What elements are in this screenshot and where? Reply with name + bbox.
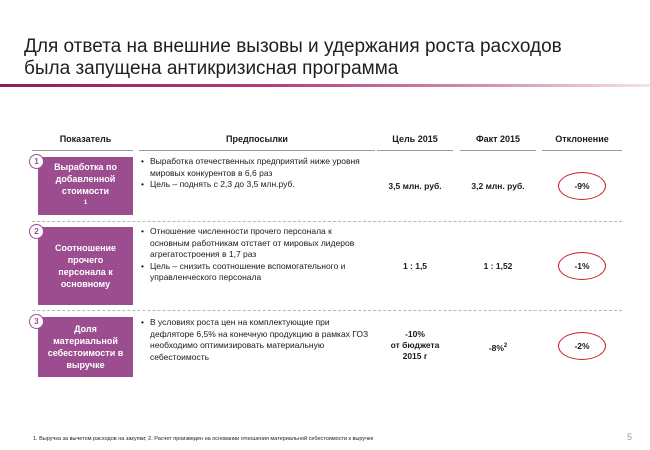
header-underline (32, 150, 133, 151)
slide-title-line-1: Для ответа на внешние вызовы и удержания роста расходов (24, 36, 562, 57)
footnote-marker: 1 (83, 200, 88, 206)
deviation-value: -1% (574, 261, 590, 271)
page-number: 5 (626, 432, 632, 442)
indicator-label: Выработка по добавленной стоимости (54, 162, 117, 196)
row-number-badge: 3 (29, 314, 44, 329)
footnote: 1. Выручка за вычетом расходов на закупки; 2. Расчет произведен на основании отношения материальной себестоимости к выручке (33, 436, 374, 442)
deviation-badge (558, 172, 606, 200)
header-underline (542, 150, 622, 151)
premise-item: • Отношение численности прочего персонала к основным работникам отстает от мировых лидеров агрегатостроения в 1,7 раз (141, 226, 373, 261)
actual-value-text: 1 : 1,52 (483, 261, 513, 271)
deviation-value: -2% (574, 341, 590, 351)
target-value: 3,5 млн. руб. (388, 181, 442, 191)
deviation-value: -9% (574, 181, 590, 191)
actual-value (460, 341, 536, 354)
actual-value-text: -8% (488, 342, 504, 353)
column-header-actual: Факт 2015 (475, 134, 521, 144)
actual-value (460, 181, 536, 192)
actual-value-text: 3,2 млн. руб. (471, 181, 525, 191)
premises-list (141, 156, 373, 191)
column-header-deviation: Отклонение (555, 134, 609, 144)
deviation-badge (558, 252, 606, 280)
title-divider (0, 84, 650, 87)
row-number-badge: 1 (29, 154, 44, 169)
indicator-box (38, 317, 133, 377)
column-header-target: Цель 2015 (392, 134, 438, 144)
premise-item: • Выработка отечественных предприятий ниже уровня мировых конкурентов в 6,6 раз (141, 156, 373, 179)
target-value-line: от бюджета (390, 340, 440, 350)
footnote-marker: 2 (503, 343, 508, 349)
column-header-indicator: Показатель (59, 134, 112, 144)
header-underline (460, 150, 536, 151)
premises-list (141, 226, 373, 284)
header-underline (377, 150, 453, 151)
slide-title (24, 36, 634, 80)
deviation-badge (558, 332, 606, 360)
indicator-label: Доля материальной себестоимости в выручке (47, 324, 124, 370)
premise-item: • Цель – снизить соотношение вспомогательного и управленческого персонала (141, 261, 373, 284)
actual-value (460, 261, 536, 272)
target-value-line: -10% (405, 329, 425, 339)
premises-list (141, 317, 373, 363)
indicator-box (38, 157, 133, 215)
target-value-line: 2015 г (402, 351, 428, 361)
indicator-label: Соотношение прочего персонала к основному (54, 243, 117, 289)
header-underline (139, 150, 375, 151)
indicator-box (38, 227, 133, 305)
slide-title-line-2: была запущена антикризисная программа (24, 58, 399, 79)
target-value (377, 329, 453, 362)
row-separator (32, 310, 622, 311)
row-separator (32, 221, 622, 222)
row-number-badge: 2 (29, 224, 44, 239)
target-value: 1 : 1,5 (402, 261, 428, 271)
premise-item: • Цель – поднять с 2,3 до 3,5 млн.руб. (141, 179, 373, 191)
column-header-premises: Предпосылки (226, 134, 288, 144)
premise-item: • В условиях роста цен на комплектующие при дефляторе 6,5% на конечную продукцию в рамках ГОЗ необходимо оптимизировать материальную себестоимость (141, 317, 373, 363)
